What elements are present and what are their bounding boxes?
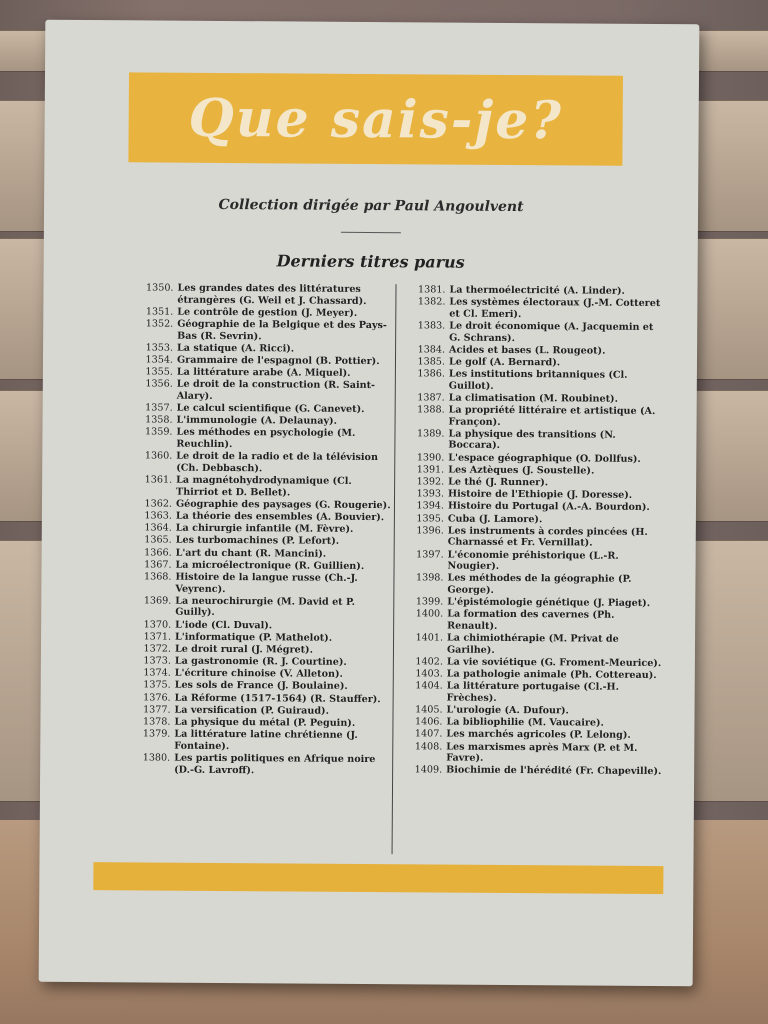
title-entry bbox=[132, 535, 392, 548]
title-text: Le droit de la radio et de la télévision (Ch. Debbasch). bbox=[176, 450, 378, 475]
title-entry bbox=[404, 501, 664, 514]
title-number: 1388. bbox=[417, 404, 445, 416]
title-number: 1354. bbox=[145, 354, 174, 366]
title-text: Les instruments à cordes pincées (H. Charnassé et Fr. Vernillat). bbox=[447, 525, 648, 549]
title-entry bbox=[133, 366, 393, 379]
title-number: 1376. bbox=[143, 692, 171, 704]
title-text: La magnétohydrodynamique (Cl. Thirriot et D. Bellet). bbox=[176, 474, 352, 499]
title-entry bbox=[130, 716, 390, 729]
titles-column-right bbox=[402, 284, 665, 778]
title-number: 1367. bbox=[144, 559, 172, 571]
title-text: Les sols de France (J. Boulaine). bbox=[174, 680, 348, 693]
title-number: 1382. bbox=[417, 296, 446, 308]
title-entry bbox=[132, 427, 392, 452]
title-text: La Réforme (1517-1564) (R. Stauffer). bbox=[174, 692, 381, 705]
title-text: Le droit économique (A. Jacquemin et G. Schrans). bbox=[449, 320, 654, 344]
title-text: La formation des cavernes (Ph. Renault). bbox=[447, 608, 615, 632]
bottom-yellow-stripe bbox=[93, 862, 663, 894]
title-entry bbox=[404, 488, 664, 501]
title-entry bbox=[133, 318, 393, 343]
title-text: La statique (A. Ricci). bbox=[177, 342, 295, 355]
title-entry bbox=[403, 704, 663, 717]
title-text: Grammaire de l'espagnol (B. Pottier). bbox=[176, 354, 380, 368]
title-text: La littérature portugaise (Cl.-H. Frèches). bbox=[446, 680, 620, 704]
title-number: 1355. bbox=[145, 366, 173, 378]
title-text: La vie soviétique (G. Froment-Meurice). bbox=[446, 656, 662, 669]
title-entry bbox=[404, 464, 664, 477]
title-entry bbox=[404, 513, 664, 526]
title-number: 1358. bbox=[145, 414, 173, 426]
title-number: 1392. bbox=[416, 476, 445, 488]
title-entry bbox=[405, 392, 665, 405]
title-entry bbox=[403, 573, 663, 598]
title-text: La neurochirurgie (M. David et P. Guilly). bbox=[175, 595, 355, 619]
title-number: 1405. bbox=[415, 704, 443, 716]
title-number: 1381. bbox=[417, 284, 446, 296]
title-text: Les institutions britanniques (Cl. Guillot). bbox=[448, 368, 628, 392]
title-entry bbox=[405, 296, 665, 321]
title-number: 1371. bbox=[143, 631, 172, 643]
title-entry bbox=[131, 668, 391, 681]
title-text: L'économie préhistorique (L.-R. Nougier). bbox=[447, 549, 619, 573]
title-number: 1408. bbox=[414, 740, 443, 753]
title-entry bbox=[131, 595, 391, 620]
title-entry bbox=[133, 415, 393, 428]
title-entry bbox=[131, 704, 391, 717]
title-entry bbox=[133, 282, 393, 307]
title-entry bbox=[403, 656, 663, 669]
title-entry bbox=[403, 680, 663, 705]
recent-titles-heading: Derniers titres parus bbox=[276, 251, 465, 272]
title-number: 1394. bbox=[416, 500, 445, 512]
title-banner bbox=[128, 72, 623, 165]
title-number: 1398. bbox=[415, 572, 444, 584]
title-text: La théorie des ensembles (A. Bouvier). bbox=[175, 510, 385, 524]
title-number: 1378. bbox=[142, 716, 171, 728]
title-number: 1369. bbox=[143, 595, 172, 607]
title-entry bbox=[131, 692, 391, 705]
title-number: 1380. bbox=[142, 752, 171, 764]
title-text: L'urologie (A. Dufour). bbox=[446, 704, 569, 717]
title-entry bbox=[402, 729, 662, 742]
title-number: 1353. bbox=[145, 342, 174, 354]
title-text: Géographie de la Belgique et des Pays-Bas (R. Sevrin). bbox=[177, 318, 387, 342]
title-entry bbox=[404, 476, 664, 489]
title-number: 1368. bbox=[143, 571, 172, 583]
title-text: L'espace géographique (O. Dollfus). bbox=[448, 452, 641, 465]
title-text: La microélectronique (R. Guillien). bbox=[175, 559, 365, 572]
title-number: 1386. bbox=[417, 368, 445, 380]
title-text: La pathologie animale (Ph. Cottereau). bbox=[446, 668, 657, 682]
title-number: 1359. bbox=[144, 426, 173, 439]
title-entry bbox=[133, 342, 393, 355]
title-entry bbox=[402, 765, 662, 778]
title-text: Le droit rural (J. Mégret). bbox=[174, 643, 313, 656]
title-text: Les grandes dates des littératures étrangères (G. Weil et J. Chassard). bbox=[177, 282, 367, 307]
title-text: Le golf (A. Bernard). bbox=[448, 356, 561, 369]
title-number: 1360. bbox=[144, 450, 173, 462]
title-text: L'art du chant (R. Mancini). bbox=[175, 547, 327, 560]
title-text: La climatisation (M. Roubinet). bbox=[448, 392, 618, 405]
title-number: 1385. bbox=[417, 356, 446, 368]
title-text: L'écriture chinoise (V. Alleton). bbox=[174, 667, 343, 681]
title-text: La physique du métal (P. Peguin). bbox=[174, 716, 356, 729]
title-number: 1374. bbox=[143, 667, 171, 679]
title-text: Les Aztèques (J. Soustelle). bbox=[448, 464, 595, 477]
title-text: Le thé (J. Runner). bbox=[448, 476, 549, 489]
title-text: L'iode (Cl. Duval). bbox=[175, 619, 273, 631]
title-text: L'informatique (P. Mathelot). bbox=[175, 631, 333, 644]
title-number: 1393. bbox=[416, 488, 445, 500]
title-number: 1402. bbox=[415, 656, 443, 668]
title-text: Les marxismes après Marx (P. et M. Favre). bbox=[446, 741, 638, 764]
title-number: 1357. bbox=[145, 402, 173, 414]
title-number: 1363. bbox=[144, 510, 172, 522]
title-text: Les méthodes en psychologie (M. Reuchlin). bbox=[176, 427, 356, 451]
title-entry bbox=[133, 354, 393, 367]
title-entry bbox=[133, 306, 393, 319]
title-text: Histoire du Portugal (A.-A. Bourdon). bbox=[447, 500, 650, 514]
title-number: 1365. bbox=[144, 534, 172, 546]
title-entry bbox=[131, 680, 391, 693]
title-number: 1389. bbox=[416, 428, 445, 440]
title-entry bbox=[405, 368, 665, 393]
title-number: 1351. bbox=[145, 306, 174, 318]
title-entry bbox=[405, 320, 665, 345]
series-title: Que sais-je? bbox=[188, 87, 564, 151]
title-text: Les marchés agricoles (P. Lelong). bbox=[446, 728, 631, 742]
title-entry bbox=[132, 451, 392, 476]
title-entry bbox=[131, 571, 391, 596]
title-number: 1375. bbox=[143, 679, 171, 692]
title-entry bbox=[132, 510, 392, 523]
title-number: 1370. bbox=[143, 618, 172, 631]
title-entry bbox=[132, 547, 392, 560]
title-text: La thermoélectricité (A. Linder). bbox=[449, 284, 625, 297]
title-text: Les méthodes de la géographie (P. George). bbox=[447, 572, 632, 596]
title-entry bbox=[132, 498, 392, 511]
title-entry bbox=[402, 741, 662, 766]
title-number: 1379. bbox=[142, 728, 171, 740]
title-text: La chimiothérapie (M. Privat de Garilhe). bbox=[446, 632, 619, 656]
title-entry bbox=[132, 559, 392, 572]
title-text: La chirurgie infantile (M. Fèvre). bbox=[175, 522, 354, 536]
title-text: La physique des transitions (N. Boccara). bbox=[448, 428, 616, 452]
title-entry bbox=[404, 525, 664, 550]
title-entry bbox=[405, 404, 665, 429]
title-text: Le droit de la construction (R. Saint-Alary). bbox=[176, 378, 376, 402]
title-number: 1373. bbox=[143, 655, 171, 667]
title-entry bbox=[405, 344, 665, 357]
title-text: Géographie des paysages (G. Rougerie). bbox=[175, 498, 391, 511]
title-number: 1377. bbox=[143, 704, 171, 716]
titles-column-left bbox=[130, 282, 393, 778]
title-number: 1404. bbox=[415, 680, 443, 692]
title-entry bbox=[404, 428, 664, 453]
title-number: 1366. bbox=[144, 546, 172, 559]
title-text: Les turbomachines (P. Lefort). bbox=[175, 535, 340, 548]
title-number: 1383. bbox=[417, 320, 446, 332]
title-entry bbox=[131, 619, 391, 632]
title-entry bbox=[130, 752, 390, 777]
title-text: Le contrôle de gestion (J. Meyer). bbox=[177, 306, 358, 319]
title-entry bbox=[131, 631, 391, 644]
title-entry bbox=[131, 643, 391, 656]
title-number: 1352. bbox=[145, 318, 174, 330]
title-number: 1406. bbox=[414, 716, 443, 728]
title-text: Histoire de l'Ethiopie (J. Doresse). bbox=[448, 488, 633, 502]
collection-director: Collection dirigée par Paul Angoulvent bbox=[218, 196, 524, 216]
title-entry bbox=[132, 523, 392, 536]
title-number: 1396. bbox=[416, 525, 444, 537]
title-number: 1384. bbox=[417, 344, 446, 356]
title-entry bbox=[404, 549, 664, 574]
title-text: Les systèmes électoraux (J.-M. Cotteret et Cl. Emeri). bbox=[449, 296, 661, 320]
title-number: 1364. bbox=[144, 522, 172, 534]
title-entry bbox=[133, 402, 393, 415]
title-text: Histoire de la langue russe (Ch.-J. Veyrenc). bbox=[175, 571, 358, 595]
title-number: 1400. bbox=[415, 608, 444, 620]
title-entry bbox=[403, 609, 663, 634]
title-number: 1397. bbox=[416, 548, 444, 561]
book-back-cover bbox=[39, 20, 700, 987]
title-text: Le calcul scientifique (G. Canevet). bbox=[176, 402, 365, 416]
title-number: 1403. bbox=[415, 668, 443, 680]
title-entry bbox=[405, 356, 665, 369]
title-entry bbox=[403, 632, 663, 657]
title-number: 1362. bbox=[144, 498, 173, 510]
title-text: Biochimie de l'hérédité (Fr. Chapeville). bbox=[446, 764, 662, 778]
title-entry bbox=[130, 729, 390, 754]
title-entry bbox=[403, 668, 663, 681]
title-entry bbox=[403, 596, 663, 609]
title-text: La versification (P. Guiraud). bbox=[174, 704, 329, 717]
title-number: 1387. bbox=[417, 392, 445, 404]
title-number: 1390. bbox=[416, 451, 445, 464]
title-text: Acides et bases (L. Rougeot). bbox=[449, 344, 606, 357]
title-entry bbox=[132, 474, 392, 499]
title-entry bbox=[404, 452, 664, 465]
title-entry bbox=[131, 655, 391, 668]
title-text: L'immunologie (A. Delaunay). bbox=[176, 414, 337, 428]
title-number: 1407. bbox=[414, 728, 443, 740]
title-number: 1356. bbox=[145, 378, 173, 390]
title-number: 1372. bbox=[143, 643, 172, 655]
title-number: 1395. bbox=[416, 512, 444, 525]
title-number: 1361. bbox=[144, 474, 173, 486]
title-text: La propriété littéraire et artistique (A. Françon). bbox=[448, 404, 656, 428]
title-text: La bibliophilie (M. Vaucaire). bbox=[446, 716, 604, 729]
title-number: 1391. bbox=[416, 464, 445, 476]
title-text: Cuba (J. Lamore). bbox=[447, 513, 543, 525]
title-text: La littérature latine chrétienne (J. Fontaine). bbox=[174, 728, 358, 752]
title-entry bbox=[402, 716, 662, 729]
divider-rule bbox=[341, 232, 401, 233]
title-number: 1409. bbox=[414, 764, 443, 776]
title-text: Les partis politiques en Afrique noire (D.-G. Lavroff). bbox=[174, 752, 376, 776]
title-text: La gastronomie (R. J. Courtine). bbox=[174, 655, 347, 668]
title-entry bbox=[133, 379, 393, 404]
title-number: 1399. bbox=[415, 596, 444, 608]
title-number: 1401. bbox=[415, 632, 444, 644]
title-text: La littérature arabe (A. Miquel). bbox=[176, 366, 351, 379]
title-entry bbox=[405, 284, 665, 297]
title-text: L'épistémologie génétique (J. Piaget). bbox=[447, 596, 651, 610]
title-number: 1350. bbox=[145, 282, 174, 294]
